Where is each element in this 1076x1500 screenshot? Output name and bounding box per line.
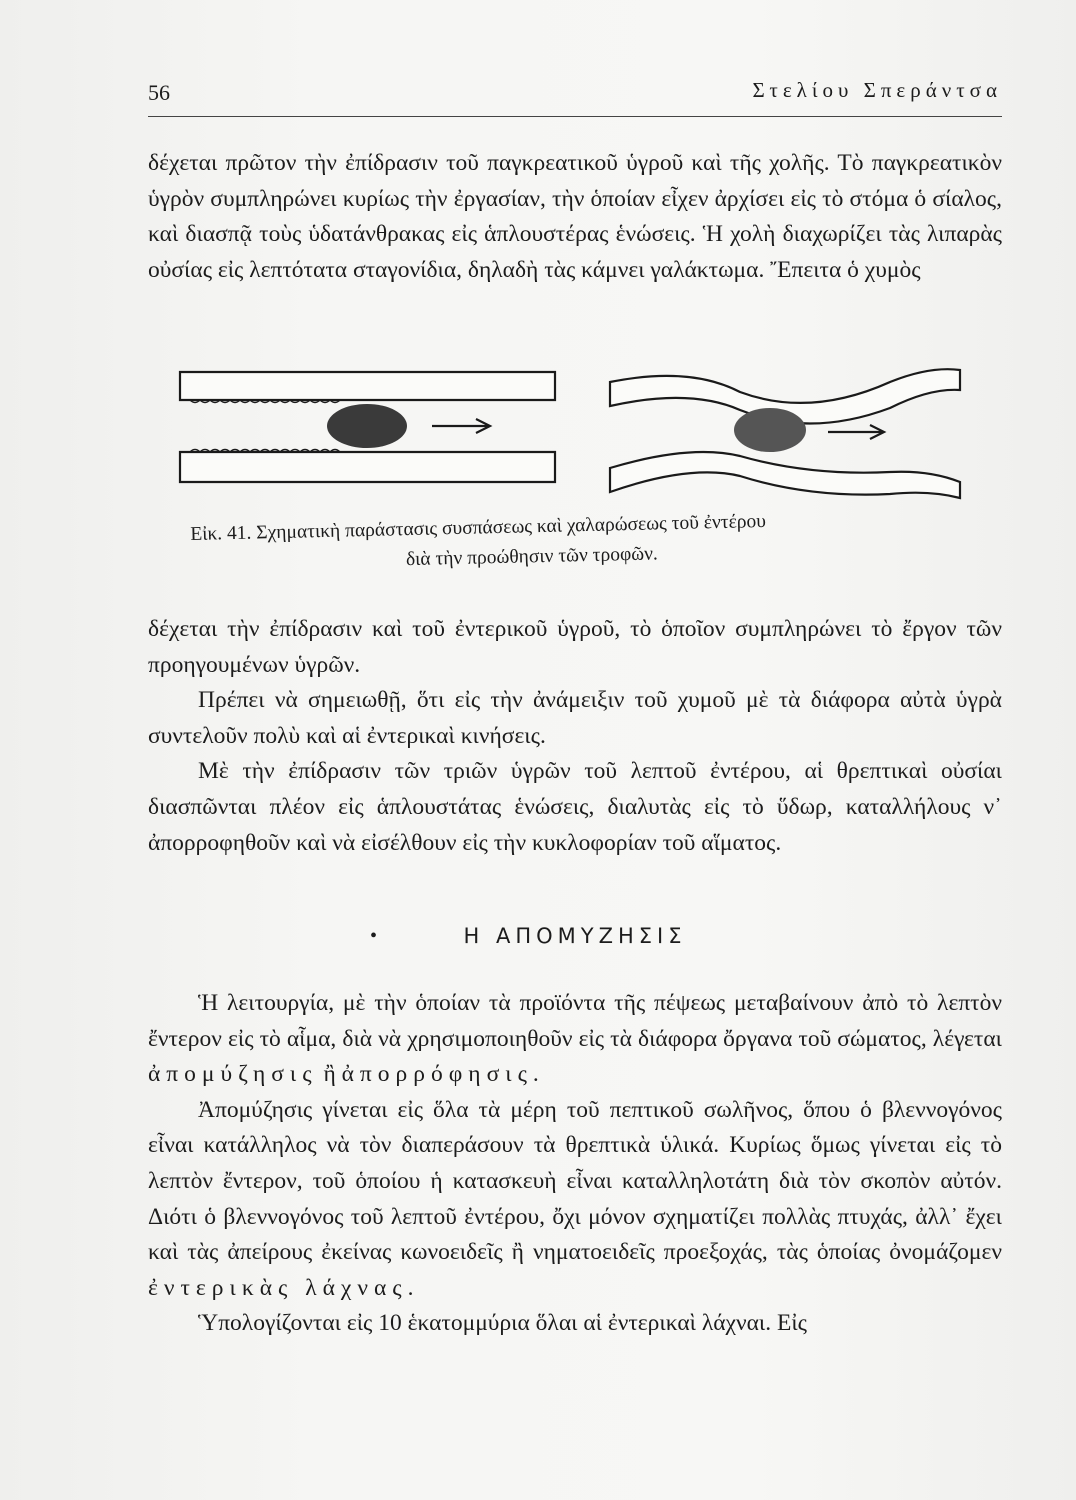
spaced-term: ἀπορρόφησις bbox=[341, 1061, 533, 1088]
paragraph: δέχεται τὴν ἐπίδρασιν καὶ τοῦ ἐντερικοῦ ὑγροῦ, τὸ ὁποῖον συμπληρώνει τὸ ἔργον τῶν προηγουμένων ὑγρῶν. bbox=[148, 616, 1002, 678]
food-bolus bbox=[327, 404, 407, 448]
caption-line: διὰ τὴν προώθησιν τῶν τροφῶν. bbox=[405, 543, 659, 571]
text-block-top bbox=[148, 146, 1002, 288]
paragraph: Μὲ τὴν ἐπίδρασιν τῶν τριῶν ὑγρῶν τοῦ λεπτοῦ ἐντέρου, αἱ θρεπτικαὶ οὐσίαι διασπῶνται πλέον εἰς ἁπλουστάτας ἑνώσεις, διαλυτὰς εἰς τὸ ὕδωρ, καταλλήλους ν᾽ ἀπορροφηθοῦν καὶ νὰ εἰσέλθουν εἰς τὴν κυκλοφορίαν τοῦ αἵματος. bbox=[148, 758, 1002, 856]
text-run: ἢ bbox=[317, 1061, 342, 1088]
paragraph bbox=[148, 1093, 1002, 1307]
text-block-bottom bbox=[148, 986, 1002, 1342]
spaced-term: ἀπομύζησις bbox=[148, 1061, 318, 1088]
arrow-right-icon bbox=[828, 425, 884, 439]
lower-wall-relaxed bbox=[180, 452, 555, 482]
lower-wall-contracted bbox=[610, 452, 960, 498]
text-run: . bbox=[532, 1061, 539, 1088]
page-header bbox=[148, 74, 1002, 117]
text-block-middle bbox=[148, 612, 1002, 861]
paragraph: δέχεται πρῶτον τὴν ἐπίδρασιν τοῦ παγκρεατικοῦ ὑγροῦ καὶ τῆς χολῆς. Τὸ παγκρεατικὸν ὑγρὸν συμπληρώνει κυρίως τὴν ἐργασίαν, τὴν ὁποίαν εἶχεν ἀρχίσει εἰς τὸ στόμα ὁ σίαλος, καὶ διασπᾷ τοὺς ὑδατάνθρακας εἰς ἁπλουστέρας ἑνώσεις. Ἡ χολὴ διαχωρίζει τὰς λιπαρὰς οὐσίας εἰς λεπτότατα σταγονίδια, δηλαδὴ τὰς κάμνει γαλάκτωμα. Ἔπειτα ὁ χυμὸς bbox=[148, 150, 1002, 283]
running-head: Στελίου Σπεράντσα bbox=[752, 78, 1002, 102]
intestine-diagram bbox=[170, 360, 970, 500]
text-run: Ἡ λειτουργία, μὲ τὴν ὁποίαν τὰ προϊόντα τῆς πέψεως μεταβαίνουν ἀπὸ τὸ λεπτὸν ἔντερον εἰς τὸ αἷμα, διὰ νὰ χρησιμοποιηθοῦν εἰς τὰ διάφορα ὄργανα τοῦ σώματος, λέγεται bbox=[148, 990, 1002, 1052]
text-run: . bbox=[407, 1274, 414, 1301]
figure-caption bbox=[190, 502, 991, 580]
spaced-term: ἐντερικὰς λάχνας bbox=[148, 1274, 408, 1301]
food-bolus-moving bbox=[734, 408, 806, 452]
upper-wall-relaxed bbox=[180, 372, 555, 400]
page-number: 56 bbox=[148, 80, 170, 105]
paragraph: Ὑπολογίζονται εἰς 10 ἑκατομμύρια ὅλαι αἱ ἐντερικαὶ λάχναι. Εἰς bbox=[198, 1310, 807, 1337]
text-run: Ἀπομύζησις γίνεται εἰς ὅλα τὰ μέρη τοῦ πεπτικοῦ σωλῆνος, ὅπου ὁ βλεννογόνος εἶναι κατάλληλος νὰ τὸν διαπεράσουν τὰ θρεπτικὰ ὑλικά. Κυρίως ὅμως γίνεται εἰς τὸ λεπτὸν ἔντερον, τοῦ ὁποίου ἡ κατασκευὴ εἶναι καταλληλοτάτη διὰ τὸν σκοπὸν αὐτόν. Διότι ὁ βλεννογόνος τοῦ λεπτοῦ ἐντέρου, ὄχι μόνον σχηματίζει πολλὰς πτυχάς, ἀλλ᾽ ἔχει καὶ τὰς ἀπείρους ἐκείνας κωνοειδεῖς ἢ νηματοειδεῖς προεξοχάς, τὰς ὁποίας ὀνομάζομεν bbox=[148, 1096, 1002, 1266]
caption-line: Εἰκ. 41. Σχηματικὴ παράστασις συσπάσεως καὶ χαλαρώσεως τοῦ ἐντέρου bbox=[190, 510, 767, 545]
arrow-right-icon bbox=[432, 419, 490, 433]
paragraph: Πρέπει νὰ σημειωθῇ, ὅτι εἰς τὴν ἀνάμειξιν τοῦ χυμοῦ μὲ τὰ διάφορα αὐτὰ ὑγρὰ συντελοῦν πολὺ καὶ αἱ ἐντερικαὶ κινήσεις. bbox=[148, 687, 1002, 749]
paragraph bbox=[148, 986, 1002, 1093]
bullet-mark: • bbox=[370, 925, 378, 947]
section-heading: Η ΑΠΟΜΥΖΗΣΙΣ bbox=[463, 924, 687, 948]
